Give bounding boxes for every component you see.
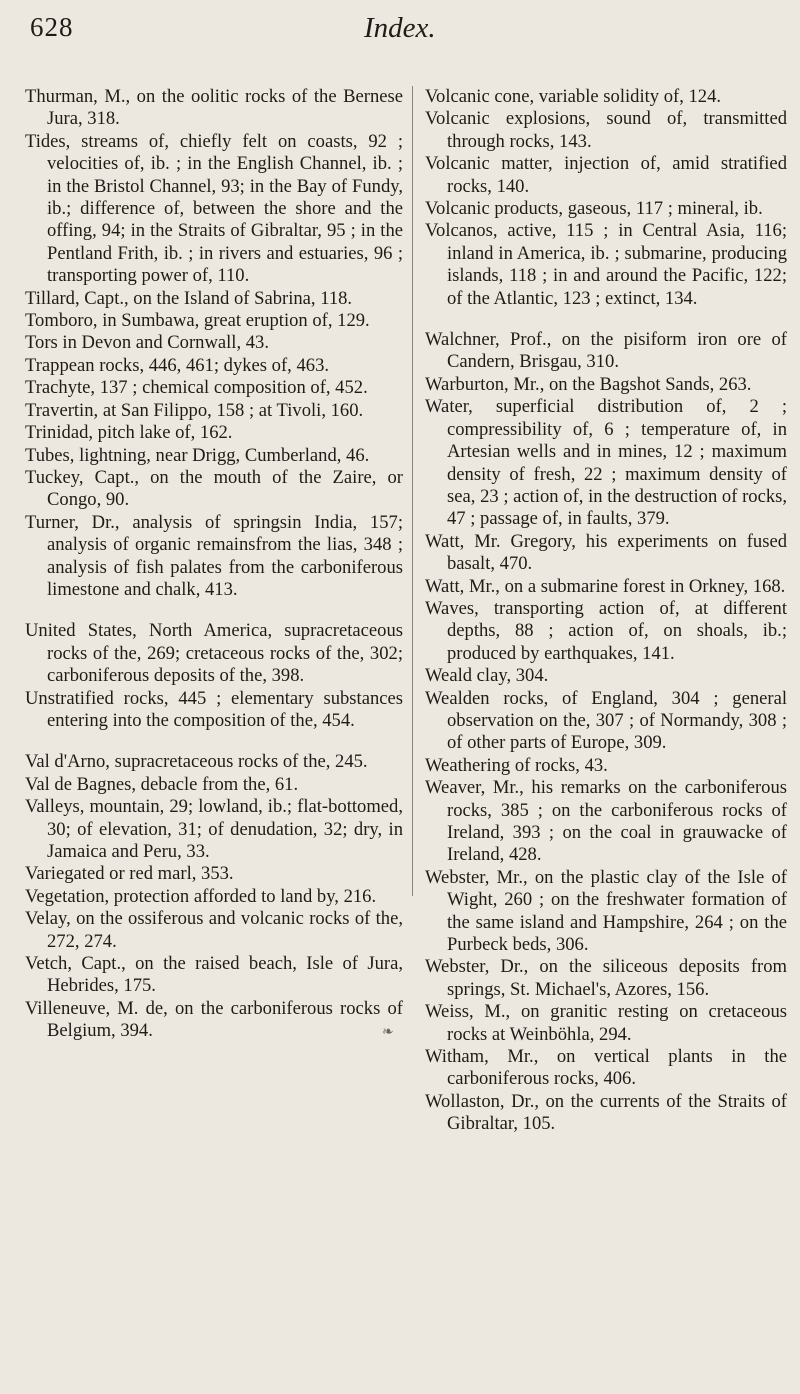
right-column	[425, 86, 787, 1136]
index-entry: Trinidad, pitch lake of, 162.	[25, 422, 233, 444]
index-entry: Velay, on the ossiferous and volcanic rocks of the, 272, 274.	[25, 908, 403, 952]
index-entry: Val d'Arno, supracretaceous rocks of the, 245.	[25, 751, 368, 773]
index-entry: Weaver, Mr., his remarks on the carboniferous rocks, 385 ; on the carboniferous rocks of Ireland, 393 ; on the coal in grauwacke of Ireland, 428.	[425, 777, 787, 866]
index-entry: Tuckey, Capt., on the mouth of the Zaire, or Congo, 90.	[25, 466, 403, 511]
index-entry: Unstratified rocks, 445 ; elementary substances entering into the composition of the, 454.	[25, 687, 403, 731]
index-entry: Volcanos, active, 115 ; in Central Asia, 116; inland in America, ib. ; submarine, producing islands, 118 ; in and around the Pacific, 122; of the Atlantic, 123 ; extinct, 134.	[425, 220, 787, 309]
index-entry: Vegetation, protection afforded to land by, 216.	[25, 885, 377, 907]
index-entry: Tors in Devon and Cornwall, 43.	[25, 332, 269, 354]
index-entry: Val de Bagnes, debacle from the, 61.	[25, 773, 299, 795]
running-head	[0, 12, 800, 62]
printer-ornament-icon: ❧	[382, 1025, 394, 1040]
index-entry: Wealden rocks, of England, 304 ; general observation on the, 307 ; of Normandy, 308 ; of other parts of Europe, 309.	[425, 687, 787, 754]
index-entry: Waves, transporting action of, at different depths, 88 ; action of, on shoals, ib.; produced by earthquakes, 141.	[425, 597, 787, 664]
index-entry: Thurman, M., on the oolitic rocks of the Bernese Jura, 318.	[25, 86, 403, 130]
index-entry: Weald clay, 304.	[425, 665, 549, 687]
index-entry: Turner, Dr., analysis of springsin India, 157; analysis of organic remainsfrom the lias, 348 ; analysis of fish palates from the carboniferous limestone and chalk, 413.	[25, 511, 403, 600]
entry-group-u	[25, 620, 403, 732]
left-column	[25, 86, 403, 1043]
index-entry: Volcanic explosions, sound of, transmitted through rocks, 143.	[425, 108, 787, 152]
entry-group-v	[25, 751, 403, 1042]
section-gap	[25, 601, 403, 620]
section-gap	[25, 732, 403, 751]
index-entry: Volcanic matter, injection of, amid stratified rocks, 140.	[425, 153, 787, 197]
page-number: 628	[30, 12, 74, 42]
index-entry: Volcanic products, gaseous, 117 ; mineral, ib.	[425, 198, 763, 220]
index-entry: Tubes, lightning, near Drigg, Cumberland, 46.	[25, 444, 370, 466]
index-entry: Volcanic cone, variable solidity of, 124.	[425, 86, 722, 107]
index-entry: Watt, Mr. Gregory, his experiments on fused basalt, 470.	[425, 530, 787, 575]
column-divider	[412, 86, 413, 896]
page-title: Index.	[364, 12, 436, 44]
index-entry: United States, North America, supracretaceous rocks of the, 269; cretaceous rocks of the, 302; carboniferous deposits of the, 398.	[25, 620, 403, 687]
index-entry: Tomboro, in Sumbawa, great eruption of, 129.	[25, 310, 370, 332]
entry-group-volcanic	[425, 86, 787, 310]
index-entry: Walchner, Prof., on the pisiform iron ore of Candern, Brisgau, 310.	[425, 329, 787, 373]
index-entry: Tillard, Capt., on the Island of Sabrina, 118.	[25, 287, 353, 309]
index-entry: Variegated or red marl, 353.	[25, 863, 234, 885]
index-entry: Warburton, Mr., on the Bagshot Sands, 263.	[425, 373, 752, 395]
index-entry: Villeneuve, M. de, on the carboniferous rocks of Belgium, 394.	[25, 997, 403, 1042]
index-entry: Webster, Mr., on the plastic clay of the Isle of Wight, 260 ; on the freshwater formation of the same island and Hampshire, 264 ; on the Purbeck beds, 306.	[425, 866, 787, 956]
index-entry: Trappean rocks, 446, 461; dykes of, 463.	[25, 354, 330, 376]
index-entry: Travertin, at San Filippo, 158 ; at Tivoli, 160.	[25, 399, 364, 421]
entry-group-w	[425, 329, 787, 1136]
index-entry: Witham, Mr., on vertical plants in the carboniferous rocks, 406.	[425, 1046, 787, 1090]
section-gap	[425, 310, 787, 329]
index-entry: Water, superficial distribution of, 2 ; compressibility of, 6 ; temperature of, in Artesian wells and in mines, 12 ; maximum density of fresh, 22 ; maximum density of sea, 23 ; action of, in the destruction of rocks, 47 ; passage of, in faults, 379.	[425, 396, 787, 530]
index-entry: Webster, Dr., on the siliceous deposits from springs, St. Michael's, Azores, 156.	[425, 956, 787, 1000]
index-entry: Watt, Mr., on a submarine forest in Orkney, 168.	[425, 575, 786, 597]
index-entry: Vetch, Capt., on the raised beach, Isle of Jura, Hebrides, 175.	[25, 953, 403, 997]
index-entry: Tides, streams of, chiefly felt on coasts, 92 ; velocities of, ib. ; in the English Channel, ib. ; in the Bristol Channel, 93; in the Bay of Fundy, ib.; difference of, between the shore and the offing, 94; in the Straits of Gibraltar, 95 ; in the Pentland Frith, ib. ; in rivers and estuaries, 96 ; transporting power of, 110.	[25, 130, 403, 287]
index-entry: Wollaston, Dr., on the currents of the Straits of Gibraltar, 105.	[425, 1090, 787, 1135]
index-entry: Weiss, M., on granitic resting on cretaceous rocks at Weinböhla, 294.	[425, 1001, 787, 1045]
entry-group-t	[25, 86, 403, 601]
index-entry: Valleys, mountain, 29; lowland, ib.; flat-bottomed, 30; of elevation, 31; of denudation, 32; dry, in Jamaica and Peru, 33.	[25, 796, 403, 862]
index-entry: Weathering of rocks, 43.	[425, 754, 608, 776]
index-entry: Trachyte, 137 ; chemical composition of, 452.	[25, 377, 368, 399]
